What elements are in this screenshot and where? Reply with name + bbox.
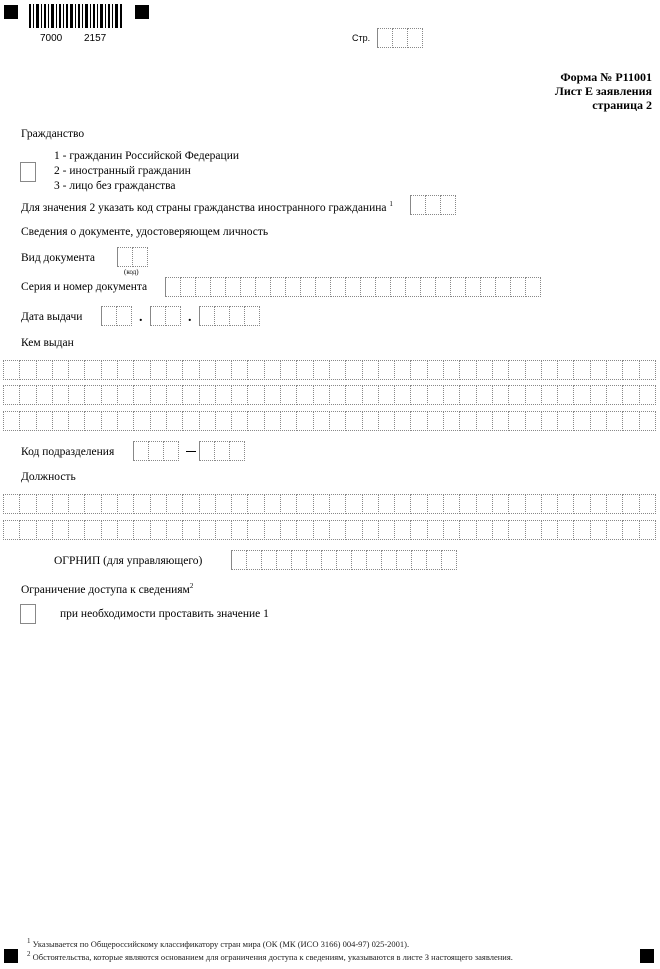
corner-marker-top-right bbox=[135, 5, 149, 19]
issued-by-row-1[interactable] bbox=[3, 360, 655, 380]
issue-date-day-boxes[interactable] bbox=[101, 306, 131, 326]
issue-date-month-boxes[interactable] bbox=[150, 306, 180, 326]
subdivision-code-part2-boxes[interactable] bbox=[199, 441, 244, 461]
form-number: Форма № Р11001 bbox=[560, 70, 652, 84]
issued-by-row-3[interactable] bbox=[3, 411, 655, 431]
corner-marker-bottom-right bbox=[640, 949, 654, 963]
corner-marker-top-left bbox=[4, 5, 18, 19]
subdivision-code-part1-boxes[interactable] bbox=[133, 441, 178, 461]
footnote-2-mark: 2 bbox=[27, 950, 31, 958]
barcode-number-left: 7000 bbox=[40, 33, 63, 44]
position-label: Должность bbox=[21, 471, 76, 483]
page-number-boxes[interactable] bbox=[377, 28, 422, 48]
identity-doc-title: Сведения о документе, удостоверяющем личность bbox=[21, 226, 269, 238]
doc-type-boxes[interactable] bbox=[117, 247, 147, 267]
doc-type-code-caption: (код) bbox=[124, 268, 139, 276]
subdivision-code-dash bbox=[186, 451, 196, 452]
country-code-footnote-mark: 1 bbox=[389, 200, 393, 208]
doc-type-label: Вид документа bbox=[21, 252, 95, 264]
ogrnip-label: ОГРНИП (для управляющего) bbox=[54, 555, 203, 567]
restriction-footnote-mark: 2 bbox=[189, 582, 194, 590]
restriction-value-box[interactable] bbox=[20, 604, 36, 624]
restriction-title bbox=[21, 582, 193, 596]
position-row-2[interactable] bbox=[3, 520, 655, 540]
issued-by-row-2[interactable] bbox=[3, 385, 655, 405]
subdivision-code-label: Код подразделения bbox=[21, 446, 115, 458]
citizenship-option-2: 2 - иностранный гражданин bbox=[54, 165, 191, 177]
footnote-2-text: Обстоятельства, которые являются основанием для ограничения доступа к сведениям, указываются в листе З настоящего заявления. bbox=[32, 951, 513, 962]
footnote-1 bbox=[27, 937, 409, 949]
country-code-boxes[interactable] bbox=[410, 195, 455, 215]
issue-date-label: Дата выдачи bbox=[21, 311, 83, 323]
barcode-number-right: 2157 bbox=[84, 33, 107, 44]
barcode bbox=[29, 4, 124, 34]
citizenship-title: Гражданство bbox=[21, 128, 85, 140]
country-code-label-text: Для значения 2 указать код страны гражданства иностранного гражданина bbox=[21, 201, 387, 214]
corner-marker-bottom-left bbox=[4, 949, 18, 963]
restriction-title-text: Ограничение доступа к сведениям bbox=[21, 583, 190, 596]
sheet-page: страница 2 bbox=[592, 98, 652, 112]
footnote-1-text: Указывается по Общероссийскому классификатору стран мира (ОК (МК (ИСО 3166) 004-97) 025-2001). bbox=[32, 938, 410, 949]
issue-date-year-boxes[interactable] bbox=[199, 306, 259, 326]
page-number-label: Стр. bbox=[352, 33, 371, 43]
restriction-hint: при необходимости проставить значение 1 bbox=[60, 608, 269, 620]
footnote-2 bbox=[27, 950, 513, 962]
position-row-1[interactable] bbox=[3, 494, 655, 514]
country-code-label bbox=[21, 200, 393, 214]
citizenship-code-box[interactable] bbox=[20, 162, 36, 182]
sheet-title: Лист Е заявления bbox=[554, 84, 652, 98]
date-separator: . bbox=[188, 310, 192, 325]
citizenship-option-3: 3 - лицо без гражданства bbox=[54, 180, 176, 192]
footnote-1-mark: 1 bbox=[27, 937, 31, 945]
issued-by-label: Кем выдан bbox=[21, 337, 74, 349]
date-separator: . bbox=[139, 310, 143, 325]
ogrnip-boxes[interactable] bbox=[231, 550, 456, 570]
doc-series-boxes[interactable] bbox=[165, 277, 540, 297]
doc-series-label: Серия и номер документа bbox=[21, 281, 148, 293]
citizenship-option-1: 1 - гражданин Российской Федерации bbox=[54, 150, 239, 162]
